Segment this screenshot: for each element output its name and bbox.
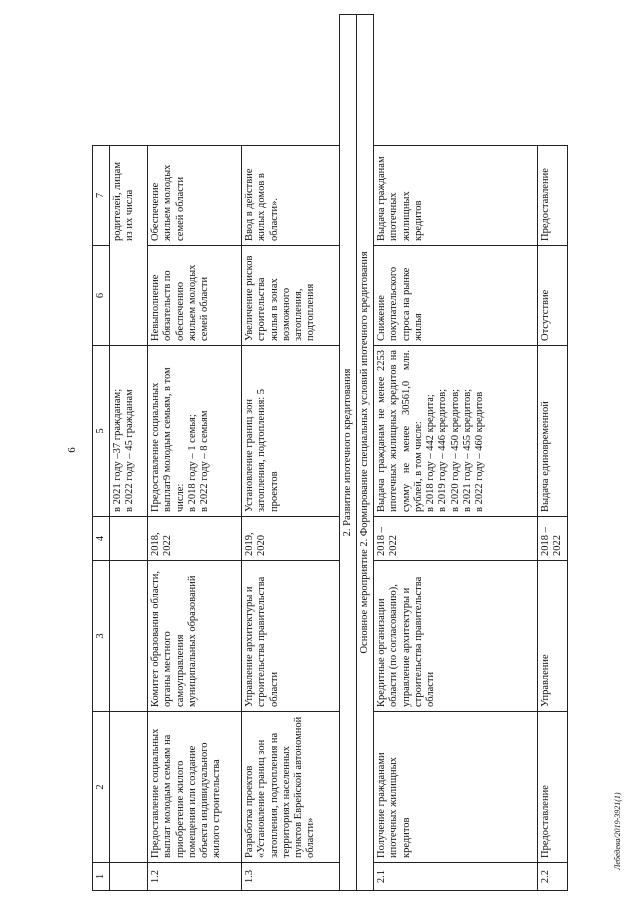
cell-link: родителей, лицам из их числа <box>110 146 148 346</box>
header-col-3: 3 <box>93 561 110 712</box>
header-col-5: 5 <box>93 346 110 517</box>
cell-num: 2.1 <box>374 863 538 891</box>
cell-result: Установление границ зон затопления, подтопления: 5 проектов <box>242 346 340 517</box>
section-title: 2. Развитие ипотечного кредитования <box>340 15 357 891</box>
measure-title: Основное мероприятие 2. Формирование специальных условий ипотечного кредитования <box>357 15 374 891</box>
cell-name: Получение гражданами ипотечных жилищных кредитов <box>374 712 538 863</box>
cell-years: 2018 – 2022 <box>374 517 538 561</box>
cell-risk: Снижение покупательского спроса на рынке жилья <box>374 246 538 346</box>
header-col-2: 2 <box>93 712 110 863</box>
cell-risk: Отсутствие <box>538 246 568 346</box>
cell-link: Предоставление <box>538 146 568 246</box>
cell-num: 1.2 <box>148 863 242 891</box>
table-row-continuation <box>110 15 148 891</box>
cell-executor: Управление <box>538 561 568 712</box>
cell-result: Выдача гражданам не менее 2253 ипотечных жилищных кредитов на сумму не менее 30561,0 млн. рублей, в том числе: в 2018 году – 442 кредита; в 2019 году – 446 кредитов; в 2020 году – 450 кредитов; в 2021 году – 455 кредитов; в 2022 году – 460 кредитов <box>374 346 538 517</box>
cell-executor: Управление архитектуры и строительства правительства области <box>242 561 340 712</box>
table-row-1-3 <box>242 15 340 891</box>
cell-result: в 2021 году –37 гражданам; в 2022 году – 45 гражданам <box>110 346 148 517</box>
cell-link: Ввод в действие жилых домов в области». <box>242 146 340 246</box>
section-row <box>340 15 357 891</box>
cell-years: 2018, 2022 <box>148 517 242 561</box>
measure-row <box>357 15 374 891</box>
cell-years: 2019, 2020 <box>242 517 340 561</box>
header-col-6: 6 <box>93 246 110 346</box>
table-row-2-1 <box>374 15 538 891</box>
cell-executor: Комитет образования области, органы местного самоуправления муниципальных образований <box>148 561 242 712</box>
cell-result: Предоставление социальных выплат9 молодым семьям, в том числе: в 2018 году – 1 семья; в 2022 году – 8 семьям <box>148 346 242 517</box>
document-code: Лебедева/2019-3921(1) <box>613 792 622 870</box>
measures-table <box>92 14 568 891</box>
cell-risk: Невыполнение обязательств по обеспечению жильем молодых семей области <box>148 246 242 346</box>
cell-link: Обеспечение жильем молодых семей области <box>148 146 242 246</box>
header-col-7: 7 <box>93 146 110 246</box>
rotated-page <box>92 15 602 891</box>
cell-years: 2018 –2022 <box>538 517 568 561</box>
cell-link: Выдача гражданам ипотечных жилищных кредитов <box>374 146 538 246</box>
cell-num: 2.2 <box>538 863 568 891</box>
cell-result: Выдача единовременной <box>538 346 568 517</box>
header-row <box>93 15 110 891</box>
cell-risk: Увеличение рисков строительства жилья в зонах возможного затопления, подтопления <box>242 246 340 346</box>
cell-name: Предоставление социальных выплат молодым семьям на приобретение жилого помещения или создание объекта индивидуального жилого строительства <box>148 712 242 863</box>
cell-name: Предоставление <box>538 712 568 863</box>
header-col-4: 4 <box>93 517 110 561</box>
table-row-1-2 <box>148 15 242 891</box>
cell-num: 1.3 <box>242 863 340 891</box>
cell-name: Разработка проектов «Установление границ зон затопления, подтопления на территориях населенных пунктов Еврейской автономной области» <box>242 712 340 863</box>
table-row-2-2 <box>538 15 568 891</box>
header-col-1: 1 <box>93 863 110 891</box>
cell-executor: Кредитные организации области (по согласованию), управление архитектуры и строительства правительства области <box>374 561 538 712</box>
page-number: 6 <box>66 447 78 453</box>
